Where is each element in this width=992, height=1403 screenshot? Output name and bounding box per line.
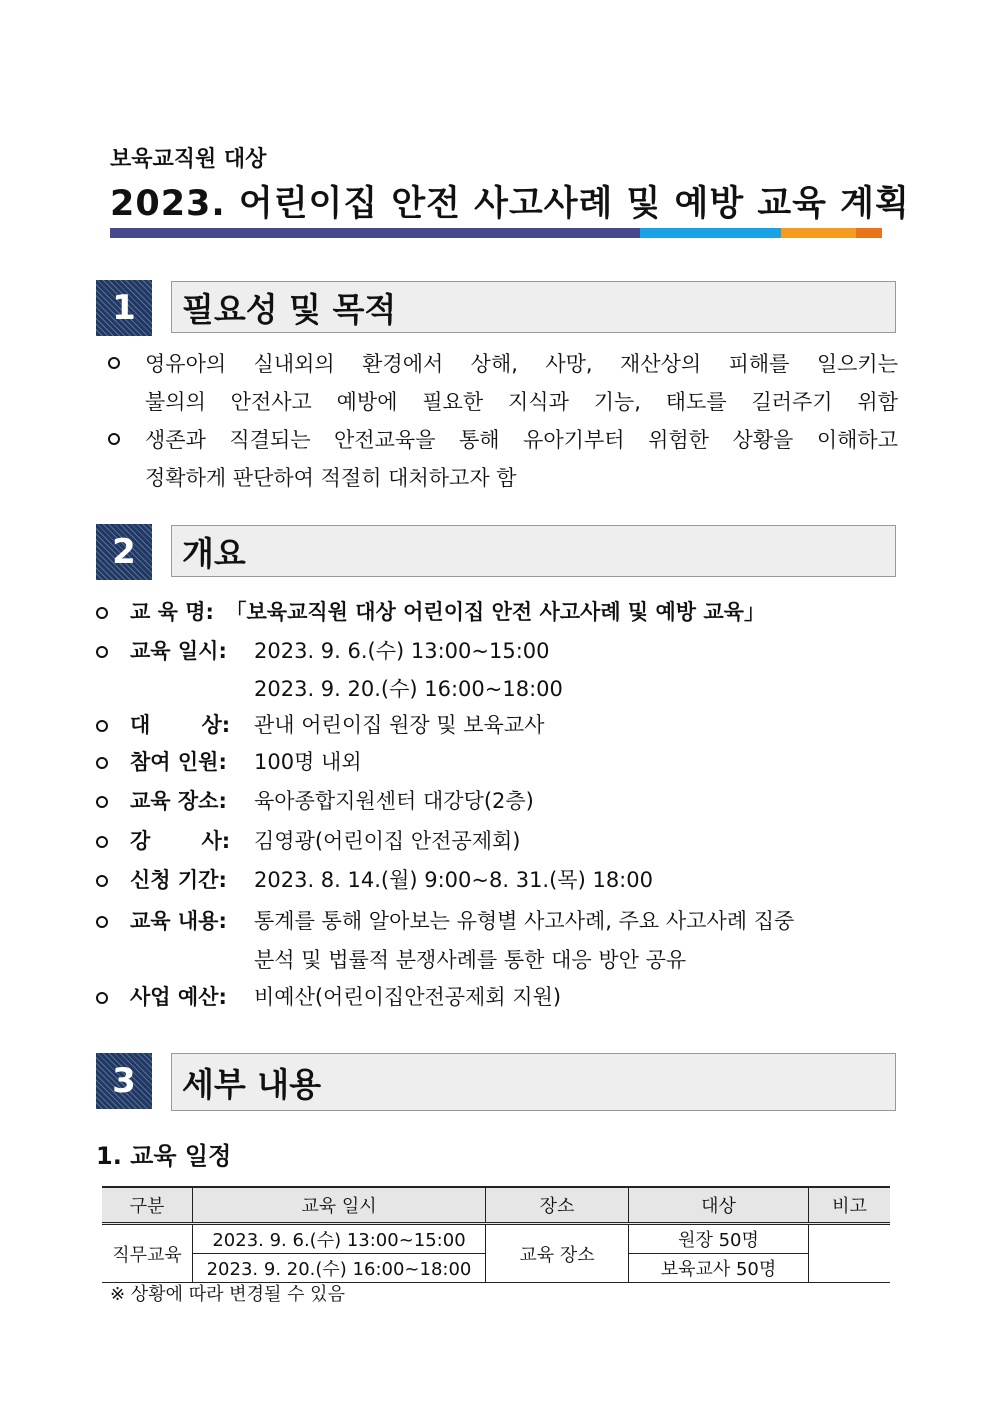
overview-label: 교육 일시: bbox=[130, 639, 227, 663]
table-cell-place: 교육 장소 bbox=[486, 1224, 629, 1283]
overview-value: 육아종합지원센터 대강당(2층) bbox=[254, 789, 534, 813]
section-1-title: 필요성 및 목적 bbox=[171, 281, 896, 333]
overview-label: 교육 내용: bbox=[130, 909, 227, 933]
bullet-circle-icon bbox=[96, 720, 108, 732]
bullet-circle-icon bbox=[108, 433, 120, 445]
overview-value: 관내 어린이집 원장 및 보육교사 bbox=[254, 713, 545, 737]
bar-segment-blue bbox=[640, 228, 781, 238]
bullet-circle-icon bbox=[96, 796, 108, 808]
table-header-row bbox=[102, 1187, 890, 1224]
section-2-title: 개요 bbox=[171, 525, 896, 577]
bullet-circle-icon bbox=[96, 607, 108, 619]
bar-segment-orange bbox=[781, 228, 856, 238]
overview-label: 교 육 명: bbox=[130, 600, 214, 624]
overview-value: 2023. 8. 14.(월) 9:00~8. 31.(목) 18:00 bbox=[254, 868, 653, 892]
overview-value: 2023. 9. 6.(수) 13:00~15:00 bbox=[254, 639, 550, 663]
purpose-line: 정확하게 판단하여 적절히 대처하고자 함 bbox=[145, 466, 517, 490]
table-cell-target: 보육교사 50명 bbox=[629, 1254, 809, 1283]
overview-value: 통계를 통해 알아보는 유형별 사고사례, 주요 사고사례 집중 bbox=[254, 909, 795, 933]
section-1-number: 1 bbox=[96, 280, 152, 336]
table-cell-note bbox=[809, 1224, 891, 1283]
bullet-circle-icon bbox=[96, 757, 108, 769]
overview-value: 비예산(어린이집안전공제회 지원) bbox=[254, 985, 562, 1009]
title-color-bar bbox=[110, 228, 882, 238]
bullet-circle-icon bbox=[96, 992, 108, 1004]
table-header: 대상 bbox=[629, 1187, 809, 1224]
schedule-footnote: ※ 상황에 따라 변경될 수 있음 bbox=[110, 1284, 345, 1305]
overview-value: 김영광(어린이집 안전공제회) bbox=[254, 829, 521, 853]
overview-value: 2023. 9. 20.(수) 16:00~18:00 bbox=[254, 677, 563, 701]
table-cell-target: 원장 50명 bbox=[629, 1224, 809, 1254]
schedule-heading: 1. 교육 일정 bbox=[96, 1142, 232, 1170]
overview-label: 강 사: bbox=[130, 829, 231, 853]
purpose-item-1 bbox=[108, 345, 898, 421]
bullet-circle-icon bbox=[96, 836, 108, 848]
schedule-table bbox=[102, 1186, 890, 1283]
overview-value: 100명 내외 bbox=[254, 750, 362, 774]
bullet-circle-icon bbox=[96, 646, 108, 658]
overview-label: 참여 인원: bbox=[130, 750, 227, 774]
table-cell-date: 2023. 9. 6.(수) 13:00~15:00 bbox=[193, 1224, 486, 1254]
bar-segment-navy bbox=[110, 228, 640, 238]
section-3-title: 세부 내용 bbox=[171, 1053, 896, 1111]
overview-label: 대 상: bbox=[130, 713, 231, 737]
overview-label: 신청 기간: bbox=[130, 868, 227, 892]
bullet-circle-icon bbox=[108, 357, 120, 369]
overview-label: 사업 예산: bbox=[130, 985, 227, 1009]
purpose-item-2 bbox=[108, 421, 898, 497]
purpose-line: 영유아의 실내외의 환경에서 상해, 사망, 재산상의 피해를 일으키는 bbox=[145, 352, 898, 376]
overview-value: ｢보육교직원 대상 어린이집 안전 사고사례 및 예방 교육｣ bbox=[236, 600, 755, 624]
table-header: 장소 bbox=[486, 1187, 629, 1224]
table-header: 비고 bbox=[809, 1187, 891, 1224]
bar-segment-darkorange bbox=[856, 228, 882, 238]
document-subtitle: 보육교직원 대상 bbox=[110, 147, 267, 172]
table-cell-category: 직무교육 bbox=[102, 1224, 193, 1283]
document-title: 2023. 어린이집 안전 사고사례 및 예방 교육 계획 bbox=[110, 184, 910, 224]
bullet-circle-icon bbox=[96, 916, 108, 928]
section-3-number: 3 bbox=[96, 1053, 152, 1109]
section-2-number: 2 bbox=[96, 524, 152, 580]
table-cell-date: 2023. 9. 20.(수) 16:00~18:00 bbox=[193, 1254, 486, 1283]
table-header: 교육 일시 bbox=[193, 1187, 486, 1224]
table-header: 구분 bbox=[102, 1187, 193, 1224]
purpose-line: 불의의 안전사고 예방에 필요한 지식과 기능, 태도를 길러주기 위함 bbox=[145, 390, 898, 414]
overview-value: 분석 및 법률적 분쟁사례를 통한 대응 방안 공유 bbox=[254, 948, 687, 972]
overview-label: 교육 장소: bbox=[130, 789, 227, 813]
table-row bbox=[102, 1224, 890, 1254]
purpose-line: 생존과 직결되는 안전교육을 통해 유아기부터 위험한 상황을 이해하고 bbox=[145, 428, 898, 452]
bullet-circle-icon bbox=[96, 875, 108, 887]
